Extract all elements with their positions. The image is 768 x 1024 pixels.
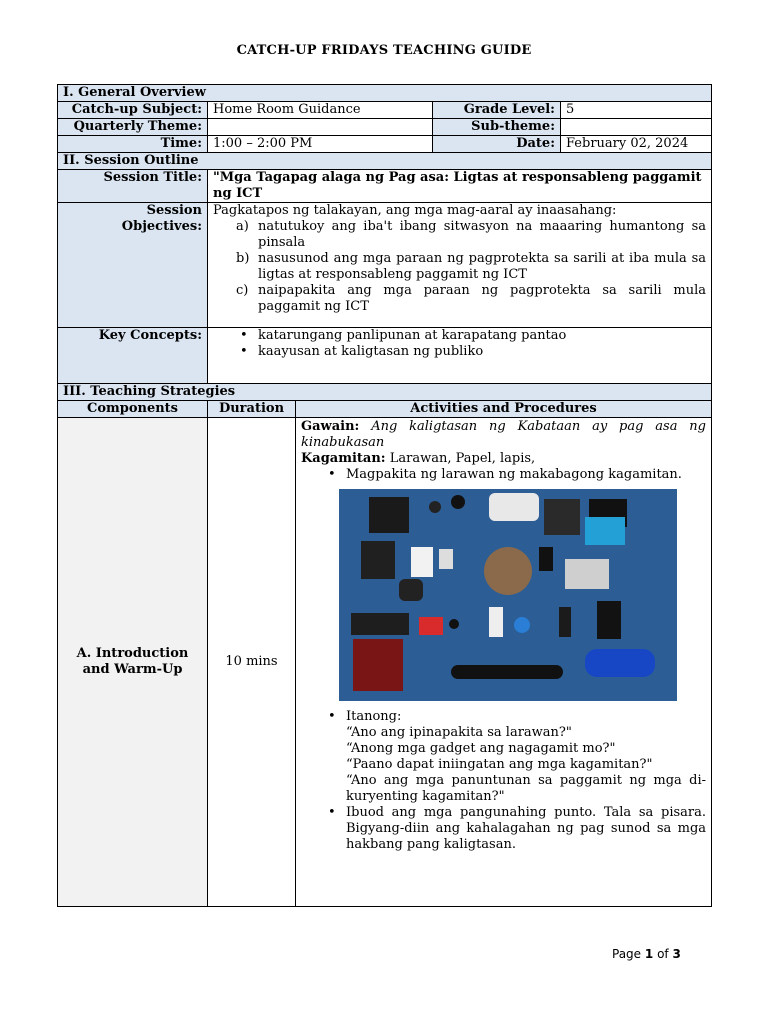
objective-marker: a) (236, 219, 249, 234)
component-line: and Warm-Up (82, 662, 183, 677)
objectives-label (58, 203, 208, 328)
strategies-column-row (58, 401, 712, 418)
objective-text: natutukoy ang iba't ibang sitwasyon na maaaring humantong sa pinsala (258, 219, 707, 250)
key-concepts-content (208, 328, 712, 384)
kagamitan-line (301, 451, 706, 467)
component-introduction (58, 418, 208, 907)
subject-label: Catch-up Subject: (58, 102, 208, 119)
page-total: 3 (672, 947, 681, 961)
time-value: 1:00 – 2:00 PM (208, 136, 433, 153)
col-duration: Duration (208, 401, 296, 418)
col-activities: Activities and Procedures (296, 401, 712, 418)
page-number: 1 (644, 947, 654, 961)
gawain-text: Ang kaligtasan ng Kabataan ay pag asa ng kinabukasan (301, 419, 707, 450)
question-item: “Ano ang mga panuntunan sa paggamit ng mga di-kuryenting kagamitan?" (346, 773, 707, 804)
activity-item: • Ibuod ang mga pangunahing punto. Tala sa pisara. Bigyang-diin ang kahalagahan ng pag sunod sa mga hakbang pang kaligtasan. (346, 805, 706, 853)
page-word: Page (612, 947, 642, 961)
objectives-content (208, 203, 712, 328)
activity-list-1 (301, 467, 706, 483)
concept-item: • katarungang panlipunan at karapatang pantao (258, 328, 706, 344)
objective-item (236, 283, 707, 315)
session-title-row (58, 170, 712, 203)
theme-label: Quarterly Theme: (58, 119, 208, 136)
objective-text: nasusunod ang mga paraan ng pagprotekta sa sarili at iba mula sa ligtas at responsableng paggamit ng ICT (258, 251, 707, 282)
activities-content (296, 418, 712, 907)
grade-label: Grade Level: (433, 102, 561, 119)
grade-value: 5 (561, 102, 712, 119)
key-concepts-list (213, 328, 706, 360)
col-components: Components (58, 401, 208, 418)
objectives-label-line2: Objectives: (121, 219, 202, 234)
date-label: Date: (433, 136, 561, 153)
subject-value: Home Room Guidance (208, 102, 433, 119)
objective-marker: b) (236, 251, 250, 266)
concept-item: • kaayusan at kaligtasan ng publiko (258, 344, 706, 360)
activity-list-2 (301, 709, 706, 853)
time-row (58, 136, 712, 153)
key-concepts-label: Key Concepts: (58, 328, 208, 384)
question-item: “Ano ang ipinapakita sa larawan?" (346, 725, 572, 740)
gawain-label: Gawain: (301, 419, 360, 434)
component-line: A. Introduction (76, 646, 189, 661)
itanong-label: • Itanong: (346, 709, 402, 724)
of-word: of (657, 947, 669, 961)
question-item: “Paano dapat iniingatan ang mga kagamitan?" (346, 757, 653, 772)
gadgets-photo (339, 489, 677, 701)
theme-value (208, 119, 433, 136)
session-outline-header-row (58, 153, 712, 170)
kagamitan-text: Larawan, Papel, lapis, (389, 451, 536, 466)
general-overview-header: I. General Overview (58, 85, 712, 102)
gawain-line (301, 419, 706, 451)
strategies-header: III. Teaching Strategies (58, 384, 712, 401)
date-value: February 02, 2024 (561, 136, 712, 153)
page-footer (612, 947, 681, 961)
kagamitan-label: Kagamitan: (301, 451, 386, 466)
session-outline-header: II. Session Outline (58, 153, 712, 170)
question-item: “Anong mga gadget ang nagagamit mo?" (346, 741, 616, 756)
activity-item: • Magpakita ng larawan ng makabagong kagamitan. (346, 467, 706, 483)
objectives-list (213, 219, 706, 315)
session-title-value: "Mga Tagapag alaga ng Pag asa: Ligtas at responsableng paggamit ng ICT (208, 170, 712, 203)
document-title: CATCH-UP FRIDAYS TEACHING GUIDE (236, 43, 532, 58)
objective-item (236, 219, 707, 251)
subtheme-label: Sub-theme: (433, 119, 561, 136)
key-concepts-row (58, 328, 712, 384)
objective-marker: c) (236, 283, 249, 298)
objective-text: naipapakita ang mga paraan ng pagprotekta sa sarili mula paggamit ng ICT (258, 283, 707, 314)
time-label: Time: (58, 136, 208, 153)
introduction-row (58, 418, 712, 907)
objectives-row (58, 203, 712, 328)
strategies-header-row (58, 384, 712, 401)
session-title-label: Session Title: (58, 170, 208, 203)
activity-item (346, 709, 706, 805)
subject-row (58, 102, 712, 119)
duration-value: 10 mins (208, 418, 296, 907)
objectives-label-line1: Session (146, 203, 202, 218)
teaching-guide-table (57, 84, 712, 907)
objective-item (236, 251, 707, 283)
theme-row (58, 119, 712, 136)
subtheme-value (561, 119, 712, 136)
objectives-intro: Pagkatapos ng talakayan, ang mga mag-aaral ay inaasahang: (213, 203, 617, 218)
general-overview-header-row (58, 85, 712, 102)
